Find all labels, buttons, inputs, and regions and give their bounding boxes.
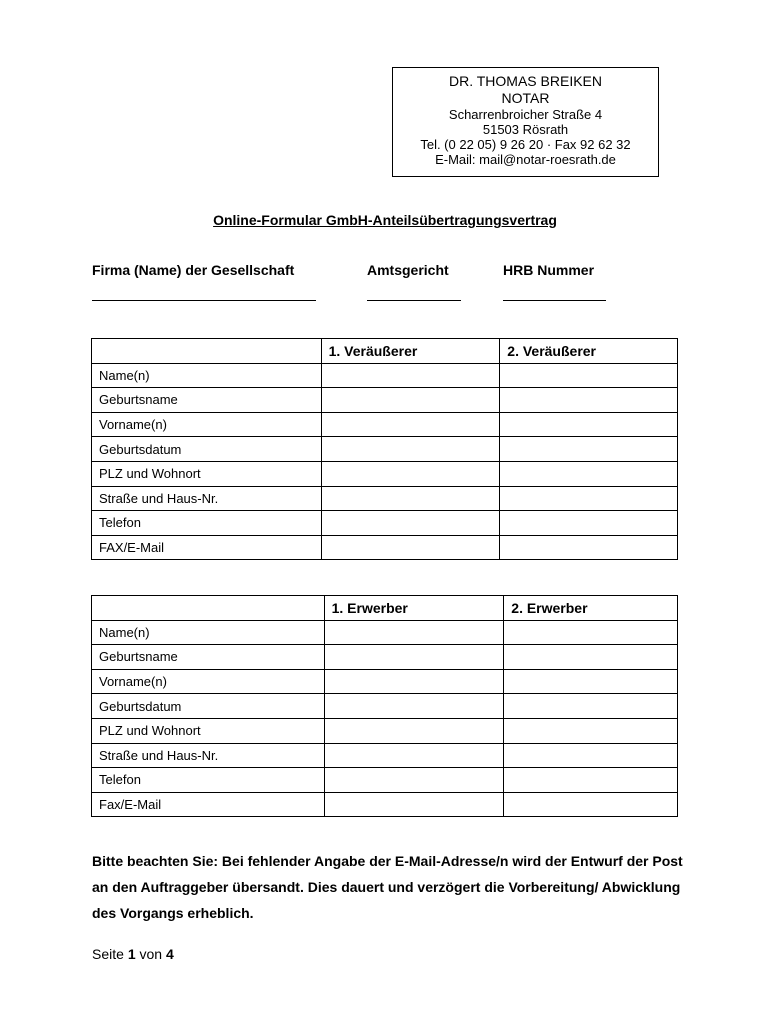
input-cell[interactable] — [500, 412, 678, 437]
email-notice: Bitte beachten Sie: Bei fehlender Angabe der E-Mail-Adresse/n wird der Entwurf der Post an den Auftraggeber übersandt. Dies dauert und verzögert die Vorbereitung/ Abwicklung des Vorgangs erheblich. — [92, 853, 683, 921]
row-label: Geburtsdatum — [92, 694, 325, 719]
table-row — [92, 718, 678, 743]
row-label: Name(n) — [92, 363, 322, 388]
footer-page-total: 4 — [165, 946, 174, 962]
input-cell[interactable] — [500, 363, 678, 388]
table-row — [92, 511, 678, 536]
input-cell[interactable] — [324, 768, 504, 793]
row-label: Geburtsname — [92, 388, 322, 413]
table-row — [92, 412, 678, 437]
row-label: Name(n) — [92, 620, 325, 645]
table-header-row — [92, 339, 678, 364]
input-cell[interactable] — [504, 768, 678, 793]
buyers-header-second: 2. Erwerber — [504, 596, 678, 621]
notary-email: E-Mail: mail@notar-roesrath.de — [435, 152, 616, 167]
buyers-header-empty — [92, 596, 325, 621]
table-row — [92, 743, 678, 768]
input-cell[interactable] — [321, 486, 500, 511]
input-cell[interactable] — [324, 792, 504, 817]
footer-middle: von — [139, 946, 163, 962]
row-label: Telefon — [92, 511, 322, 536]
table-row — [92, 645, 678, 670]
notary-street: Scharrenbroicher Straße 4 — [448, 107, 603, 122]
row-label: PLZ und Wohnort — [92, 461, 322, 486]
table-row — [92, 694, 678, 719]
input-cell[interactable] — [504, 694, 678, 719]
buyers-table — [91, 595, 678, 817]
notary-role: NOTAR — [501, 90, 550, 106]
notary-city: 51503 Rösrath — [482, 122, 569, 137]
input-cell[interactable] — [500, 511, 678, 536]
hrb-input-line[interactable] — [503, 300, 606, 301]
input-cell[interactable] — [504, 743, 678, 768]
input-cell[interactable] — [324, 743, 504, 768]
input-cell[interactable] — [321, 461, 500, 486]
notary-phone: Tel. (0 22 05) 9 26 20 · Fax 92 62 32 — [420, 137, 631, 152]
input-cell[interactable] — [500, 461, 678, 486]
input-cell[interactable] — [321, 437, 500, 462]
table-row — [92, 486, 678, 511]
page-footer — [92, 946, 174, 962]
row-label: Geburtsdatum — [92, 437, 322, 462]
footer-prefix: Seite — [92, 946, 124, 962]
table-row — [92, 437, 678, 462]
input-cell[interactable] — [500, 437, 678, 462]
row-label: FAX/E-Mail — [92, 535, 322, 560]
input-cell[interactable] — [504, 718, 678, 743]
input-cell[interactable] — [500, 486, 678, 511]
table-row — [92, 388, 678, 413]
page-title: Online-Formular GmbH-Anteilsübertragungsvertrag — [213, 212, 557, 228]
input-cell[interactable] — [324, 694, 504, 719]
table-header-row — [92, 596, 678, 621]
input-cell[interactable] — [504, 620, 678, 645]
footer-page-number: 1 — [127, 946, 136, 962]
input-cell[interactable] — [324, 669, 504, 694]
input-cell[interactable] — [504, 669, 678, 694]
input-cell[interactable] — [324, 620, 504, 645]
input-cell[interactable] — [504, 645, 678, 670]
court-input-line[interactable] — [367, 300, 461, 301]
row-label: PLZ und Wohnort — [92, 718, 325, 743]
row-label: Vorname(n) — [92, 669, 325, 694]
company-label: Firma (Name) der Gesellschaft — [92, 262, 295, 278]
table-row — [92, 535, 678, 560]
row-label: Straße und Haus-Nr. — [92, 486, 322, 511]
row-label: Vorname(n) — [92, 412, 322, 437]
sellers-header-second: 2. Veräußerer — [500, 339, 678, 364]
input-cell[interactable] — [500, 388, 678, 413]
court-label: Amtsgericht — [367, 262, 449, 278]
input-cell[interactable] — [321, 363, 500, 388]
table-row — [92, 792, 678, 817]
input-cell[interactable] — [504, 792, 678, 817]
row-label: Telefon — [92, 768, 325, 793]
input-cell[interactable] — [321, 412, 500, 437]
table-row — [92, 620, 678, 645]
row-label: Fax/E-Mail — [92, 792, 325, 817]
hrb-label: HRB Nummer — [503, 262, 595, 278]
notary-name: DR. THOMAS BREIKEN — [449, 73, 602, 89]
company-input-line[interactable] — [92, 300, 316, 301]
sellers-header-first: 1. Veräußerer — [321, 339, 500, 364]
buyers-header-first: 1. Erwerber — [324, 596, 504, 621]
input-cell[interactable] — [324, 718, 504, 743]
sellers-header-empty — [92, 339, 322, 364]
sellers-table — [91, 338, 678, 560]
table-row — [92, 768, 678, 793]
input-cell[interactable] — [324, 645, 504, 670]
table-row — [92, 363, 678, 388]
row-label: Straße und Haus-Nr. — [92, 743, 325, 768]
input-cell[interactable] — [321, 511, 500, 536]
input-cell[interactable] — [321, 388, 500, 413]
row-label: Geburtsname — [92, 645, 325, 670]
table-row — [92, 461, 678, 486]
notary-letterhead — [392, 67, 659, 177]
table-row — [92, 669, 678, 694]
input-cell[interactable] — [321, 535, 500, 560]
input-cell[interactable] — [500, 535, 678, 560]
